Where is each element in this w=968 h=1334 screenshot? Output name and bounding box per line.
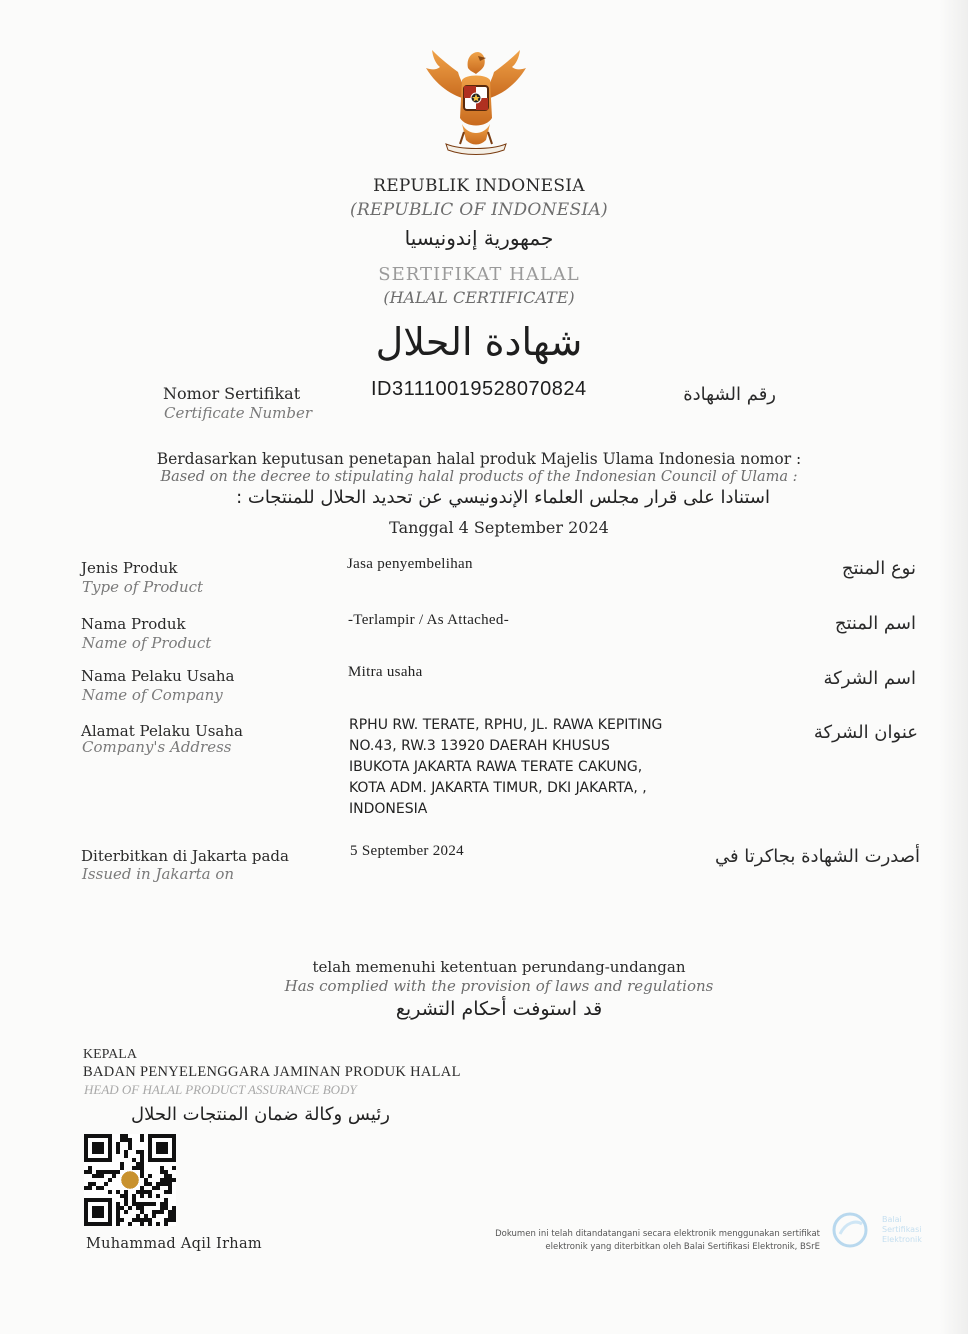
company-address-label-ar: عنوان الشركة: [813, 722, 918, 743]
address-line: RPHU RW. TERATE, RPHU, JL. RAWA KEPITING: [349, 717, 663, 733]
product-type-value: Jasa penyembelihan: [347, 556, 473, 572]
signatory-title-ar: رئيس وكالة ضمان المنتجات الحلال: [131, 1104, 390, 1125]
certificate-title-ar: شهادة الحلال: [375, 320, 583, 364]
country-title-ar: جمهورية إندونيسيا: [404, 226, 554, 250]
issued-label-en: Issued in Jakarta on: [82, 865, 235, 883]
signatory-title2: BADAN PENYELENGGARA JAMINAN PRODUK HALAL: [83, 1064, 461, 1080]
company-name-label-ar: اسم الشركة: [823, 668, 916, 689]
compliance-text-en: Has complied with the provision of laws and regulations: [284, 977, 714, 995]
company-name-label-en: Name of Company: [82, 686, 223, 704]
company-address-label-en: Company's Address: [82, 738, 232, 756]
company-name-label: Nama Pelaku Usaha: [81, 667, 235, 685]
esign-line: elektronik yang diterbitkan oleh Balai Sertifikasi Elektronik, BSrE: [545, 1242, 820, 1252]
issued-label-ar: أصدرت الشهادة بجاكرتا في: [714, 846, 920, 867]
certificate-title: SERTIFIKAT HALAL: [378, 264, 580, 285]
product-type-label-en: Type of Product: [82, 578, 204, 596]
product-name-label: Nama Produk: [81, 615, 186, 633]
bsre-logo-text: Elektronik: [882, 1235, 922, 1244]
cert-number-label: Nomor Sertifikat: [163, 384, 301, 403]
bsre-logo-text: Sertifikasi: [882, 1225, 922, 1234]
compliance-text-ar: قد استوفت أحكام التشريع: [395, 998, 603, 1020]
address-line: IBUKOTA JAKARTA RAWA TERATE CAKUNG,: [349, 759, 643, 775]
bsre-logo-icon: [830, 1210, 950, 1250]
product-name-label-en: Name of Product: [82, 634, 212, 652]
esign-line: Dokumen ini telah ditandatangani secara elektronik menggunakan sertifikat: [495, 1229, 820, 1239]
product-type-label-ar: نوع المنتج: [841, 558, 916, 579]
signatory-name: Muhammad Aqil Irham: [86, 1236, 262, 1252]
decree-text-id: Berdasarkan keputusan penetapan halal produk Majelis Ulama Indonesia nomor :: [156, 450, 802, 468]
compliance-text-id: telah memenuhi ketentuan perundang-undangan: [312, 958, 686, 976]
esign-notice: [470, 1228, 820, 1254]
address-line: NO.43, RW.3 13920 DAERAH KHUSUS: [349, 738, 610, 754]
issued-date: 5 September 2024: [350, 843, 464, 859]
address-line: INDONESIA: [349, 801, 428, 817]
company-address-value: [349, 715, 769, 820]
product-type-label: Jenis Produk: [81, 559, 178, 577]
garuda-emblem-icon: [416, 40, 536, 160]
certificate-title-en: (HALAL CERTIFICATE): [383, 288, 575, 307]
product-name-label-ar: اسم المنتج: [834, 613, 916, 634]
bsre-logo-text: Balai: [882, 1215, 902, 1224]
signatory-title-en: HEAD OF HALAL PRODUCT ASSURANCE BODY: [84, 1082, 357, 1097]
country-title-en: (REPUBLIC OF INDONESIA): [350, 200, 608, 220]
decree-text-ar: استنادا على قرار مجلس العلماء الإندونيسي عن تحديد الحلال للمنتجات :: [236, 487, 770, 508]
signatory-title1: KEPALA: [83, 1047, 137, 1062]
country-title: REPUBLIK INDONESIA: [373, 176, 585, 196]
qr-code-icon: [84, 1134, 176, 1226]
product-name-value: -Terlampir / As Attached-: [348, 612, 509, 628]
company-address-label: Alamat Pelaku Usaha: [81, 722, 243, 740]
address-line: KOTA ADM. JAKARTA TIMUR, DKI JAKARTA, ,: [349, 780, 647, 796]
cert-number-label-ar: رقم الشهادة: [683, 384, 776, 405]
cert-number: ID31110019528070824: [371, 378, 587, 400]
cert-number-label-en: Certificate Number: [164, 404, 313, 422]
decree-text-en: Based on the decree to stipulating halal products of the Indonesian Council of Ulama :: [160, 469, 798, 485]
company-name-value: Mitra usaha: [348, 664, 423, 680]
decree-date: Tanggal 4 September 2024: [389, 518, 609, 537]
issued-label: Diterbitkan di Jakarta pada: [81, 847, 289, 865]
